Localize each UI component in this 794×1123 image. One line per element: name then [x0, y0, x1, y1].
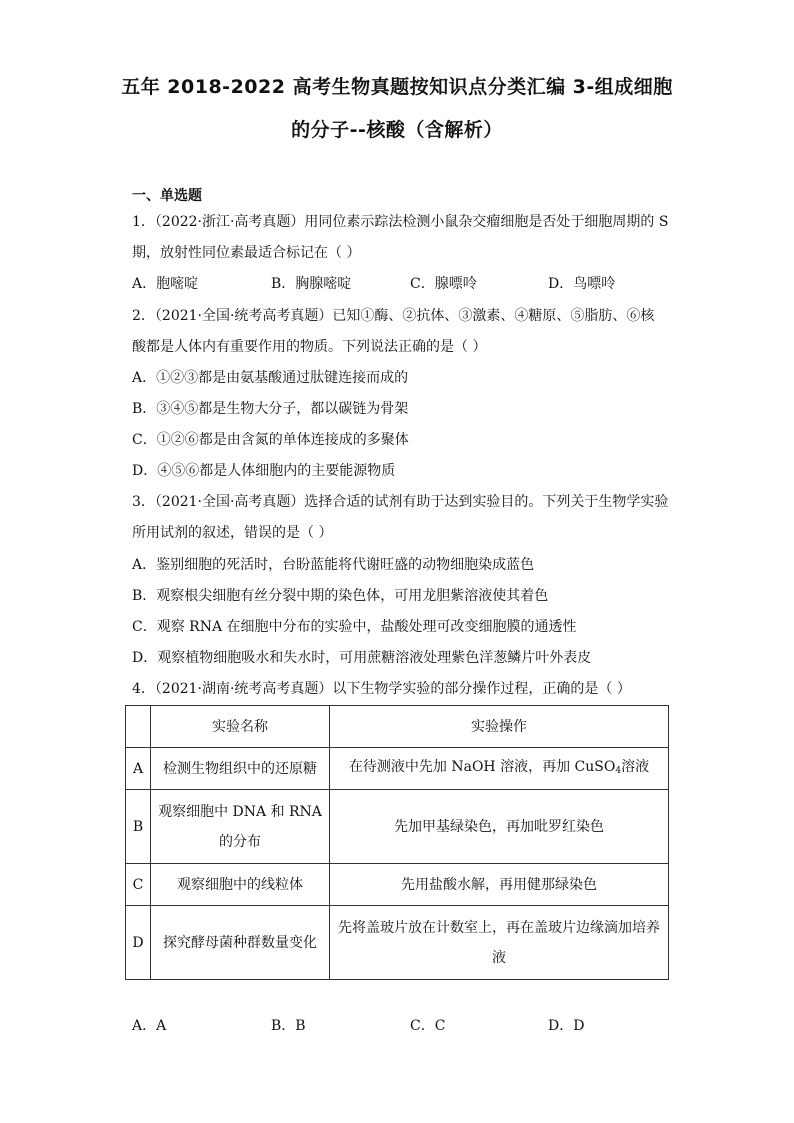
row-label: D	[126, 906, 151, 980]
table-header-operation: 实验操作	[330, 706, 669, 748]
row-operation: 先加甲基绿染色，再加吡罗红染色	[330, 790, 669, 864]
row-operation-main: 在待测液中先加 NaOH 溶液，再加 CuSO	[348, 758, 616, 775]
question-4-stem-line1: 4．（2021·湖南·统考高考真题）以下生物学实验的部分操作过程，正确的是（ ）	[132, 681, 631, 697]
row-name: 检测生物组织中的还原糖	[151, 748, 330, 790]
question-4-option-d: D．D	[548, 1018, 585, 1034]
question-1-option-c: C．腺嘌呤	[410, 276, 477, 292]
table-row	[126, 790, 669, 864]
table-row	[126, 864, 669, 906]
question-3-stem-line2: 所用试剂的叙述，错误的是（ ）	[132, 525, 333, 541]
row-operation-tail: 溶液	[621, 758, 650, 775]
question-1-option-a: A．胞嘧啶	[132, 276, 199, 292]
question-2-stem-line1: 2．（2021·全国·统考高考真题）已知①酶、②抗体、③激素、④糖原、⑤脂肪、⑥核	[132, 308, 655, 324]
question-2-option-d: D．④⑤⑥都是人体细胞内的主要能源物质	[132, 463, 396, 479]
question-3-option-b: B．观察根尖细胞有丝分裂中期的染色体，可用龙胆紫溶液使其着色	[132, 588, 549, 604]
table-row	[126, 748, 669, 790]
question-3-stem-line1: 3．（2021·全国·高考真题）选择合适的试剂有助于达到实验目的。下列关于生物学实验	[132, 494, 669, 510]
document-title-line1: 五年 2018-2022 高考生物真题按知识点分类汇编 3-组成细胞	[121, 76, 673, 98]
question-3-option-c: C．观察 RNA 在细胞中分布的实验中，盐酸处理可改变细胞膜的通透性	[132, 619, 577, 635]
question-1-stem-line1: 1．（2022·浙江·高考真题）用同位素示踪法检测小鼠杂交瘤细胞是否处于细胞周期的 S	[132, 214, 669, 230]
experiment-table	[125, 705, 669, 980]
question-2-option-c: C．①②⑥都是由含氮的单体连接成的多聚体	[132, 432, 409, 448]
question-1-option-b: B．胸腺嘧啶	[271, 276, 352, 292]
row-name-line2: 的分布	[219, 833, 261, 850]
row-name: 观察细胞中的线粒体	[151, 864, 330, 906]
table-header-name: 实验名称	[151, 706, 330, 748]
question-3-option-d: D．观察植物细胞吸水和失水时，可用蔗糖溶液处理紫色洋葱鳞片叶外表皮	[132, 650, 592, 666]
row-operation	[330, 906, 669, 980]
question-4-option-c: C．C	[410, 1018, 446, 1034]
question-2-option-a: A．①②③都是由氨基酸通过肽键连接而成的	[132, 370, 409, 386]
document-title-line2: 的分子--核酸（含解析）	[291, 119, 503, 141]
row-operation	[330, 748, 669, 790]
row-label: C	[126, 864, 151, 906]
table-header-row	[126, 706, 669, 748]
question-4-option-b: B．B	[271, 1018, 306, 1034]
question-2-option-b: B．③④⑤都是生物大分子，都以碳链为骨架	[132, 401, 409, 417]
row-operation-subscript: 4	[615, 765, 622, 776]
row-operation-line1: 先将盖玻片放在计数室上，再在盖玻片边缘滴加培养	[338, 919, 660, 936]
question-1-option-d: D．鸟嘌呤	[548, 276, 616, 292]
table-row	[126, 906, 669, 980]
question-2-stem-line2: 酸都是人体内有重要作用的物质。下列说法正确的是（ ）	[132, 339, 487, 355]
row-operation: 先用盐酸水解，再用健那绿染色	[330, 864, 669, 906]
section-heading: 一、单选题	[132, 188, 202, 204]
question-4-option-a: A．A	[132, 1018, 167, 1034]
row-name	[151, 790, 330, 864]
question-1-stem-line2: 期，放射性同位素最适合标记在（ ）	[132, 245, 361, 261]
row-name: 探究酵母菌种群数量变化	[151, 906, 330, 980]
row-label: A	[126, 748, 151, 790]
row-name-line1: 观察细胞中 DNA 和 RNA	[158, 803, 322, 820]
table-header-label	[126, 706, 151, 748]
row-label: B	[126, 790, 151, 864]
row-operation-line2: 液	[492, 949, 506, 966]
question-3-option-a: A．鉴别细胞的死活时，台盼蓝能将代谢旺盛的动物细胞染成蓝色	[132, 557, 535, 573]
